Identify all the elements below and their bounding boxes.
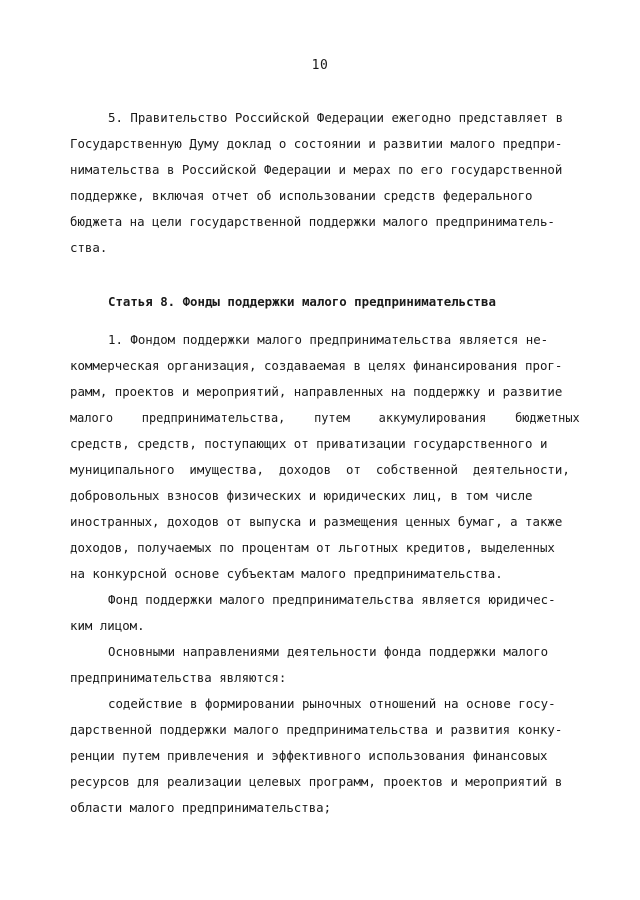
text-line: средств, средств, поступающих от приватизации государственного и: [70, 436, 548, 451]
text-line: бюджета на цели государственной поддержки малого предприниматель-: [70, 214, 555, 229]
text-line: Государственную Думу доклад о состоянии и развитии малого предпри-: [70, 136, 563, 151]
text-line: муниципального имущества, доходов от собственной деятельности,: [70, 462, 570, 477]
text-line: рамм, проектов и мероприятий, направленных на поддержку и развитие: [70, 384, 563, 399]
text-line: иностранных, доходов от выпуска и размещения ценных бумаг, а также: [70, 514, 563, 529]
text-line: коммерческая организация, создаваемая в целях финансирования прог-: [70, 358, 563, 373]
text-line: дарственной поддержки малого предпринимательства и развития конку-: [70, 722, 563, 737]
text-line: содействие в формировании рыночных отношений на основе госу-: [108, 696, 556, 711]
text-line: добровольных взносов физических и юридических лиц, в том числе: [70, 488, 533, 503]
text-line: 1. Фондом поддержки малого предпринимательства является не-: [108, 332, 549, 347]
article-heading: Статья 8. Фонды поддержки малого предпринимательства: [108, 294, 496, 309]
text-line: ким лицом.: [70, 618, 145, 633]
text-line: ренции путем привлечения и эффективного использования финансовых: [70, 748, 548, 763]
text-line: области малого предпринимательства;: [70, 800, 332, 815]
text-line: Фонд поддержки малого предпринимательства является юридичес-: [108, 592, 556, 607]
text-line: малого предпринимательства, путем аккумулирования бюджетных: [70, 410, 580, 425]
text-line: ства.: [70, 240, 108, 255]
text-line: нимательства в Российской Федерации и мерах по его государственной: [70, 162, 563, 177]
text-line: доходов, получаемых по процентам от льготных кредитов, выделенных: [70, 540, 555, 555]
text-line: ресурсов для реализации целевых программ, проектов и мероприятий в: [70, 774, 563, 789]
text-line: Основными направлениями деятельности фонда поддержки малого: [108, 644, 549, 659]
text-line: на конкурсной основе субъектам малого предпринимательства.: [70, 566, 503, 581]
text-line: 5. Правительство Российской Федерации ежегодно представляет в: [108, 110, 564, 125]
page-number: 10: [311, 58, 329, 73]
text-line: поддержке, включая отчет об использовании средств федерального: [70, 188, 533, 203]
text-line: предпринимательства являются:: [70, 670, 287, 685]
